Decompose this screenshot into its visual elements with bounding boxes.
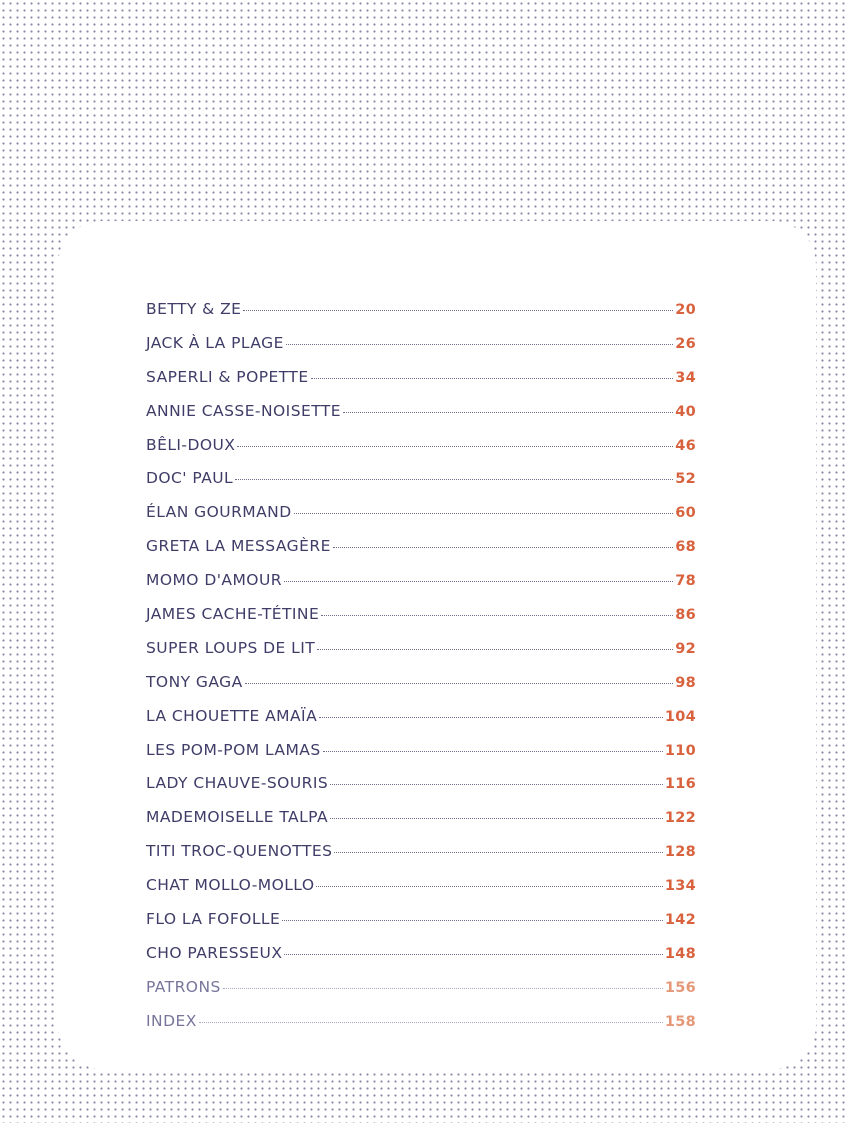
dot-leader [330, 784, 663, 785]
toc-entry-title: GRETA LA MESSAGÈRE [146, 537, 331, 556]
toc-entry-title: INDEX [146, 1011, 197, 1030]
toc-entry[interactable] [146, 293, 696, 327]
toc-entry-page-number: 128 [664, 844, 696, 861]
toc-entry-title: MADEMOISELLE TALPA [146, 808, 329, 827]
toc-entry-title: ÉLAN GOURMAND [146, 503, 292, 522]
toc-entry-page-number: 110 [664, 742, 696, 759]
toc-entry-page-number: 104 [664, 708, 696, 725]
toc-entry-page-number: 68 [675, 539, 696, 556]
toc-entry-page-number: 52 [675, 471, 696, 488]
toc-entry-page-number: 86 [675, 607, 696, 624]
toc-entry-page-number: 78 [675, 573, 696, 590]
toc-entry[interactable] [146, 734, 696, 768]
dot-leader [321, 615, 673, 616]
toc-entry[interactable] [146, 971, 696, 1005]
toc-entry[interactable] [146, 666, 696, 700]
dot-leader [284, 954, 662, 955]
toc-entry[interactable] [146, 564, 696, 598]
toc-entry-page-number: 60 [675, 505, 696, 522]
dot-leader [199, 1022, 663, 1023]
toc-entry-title: ANNIE CASSE-NOISETTE [146, 401, 342, 420]
toc-entry-page-number: 142 [664, 912, 696, 929]
toc-entry[interactable] [146, 869, 696, 903]
dot-leader [316, 886, 662, 887]
toc-entry[interactable] [146, 1005, 696, 1039]
toc-entry[interactable] [146, 801, 696, 835]
toc-entry-title: FLO LA FOFOLLE [146, 910, 281, 929]
dot-leader [319, 717, 663, 718]
dot-leader [284, 581, 673, 582]
toc-entry-title: LADY CHAUVE-SOURIS [146, 774, 329, 793]
toc-entry-title: CHAT MOLLO-MOLLO [146, 876, 315, 895]
dot-leader [223, 988, 663, 989]
toc-entry[interactable] [146, 835, 696, 869]
toc-entry-title: LES POM-POM LAMAS [146, 740, 321, 759]
dot-leader [330, 818, 663, 819]
toc-entry-title: MOMO D'AMOUR [146, 571, 282, 590]
toc-entry-title: BÊLI-DOUX [146, 435, 236, 454]
toc-entry[interactable] [146, 937, 696, 971]
toc-entry-title: JACK À LA PLAGE [146, 333, 284, 352]
toc-entry-page-number: 34 [675, 369, 696, 386]
toc-entry-title: DOC' PAUL [146, 469, 234, 488]
toc-entry-page-number: 134 [664, 878, 696, 895]
toc-entry-title: JAMES CACHE-TÉTINE [146, 605, 320, 624]
toc-entry[interactable] [146, 632, 696, 666]
toc-entry-title: CHO PARESSEUX [146, 943, 283, 962]
toc-entry[interactable] [146, 361, 696, 395]
toc-entry[interactable] [146, 598, 696, 632]
toc-entry[interactable] [146, 700, 696, 734]
toc-entry-page-number: 46 [675, 437, 696, 454]
toc-entry-title: SAPERLI & POPETTE [146, 367, 309, 386]
dot-leader [286, 344, 673, 345]
toc-entry[interactable] [146, 429, 696, 463]
dot-leader [323, 751, 663, 752]
toc-entry[interactable] [146, 530, 696, 564]
toc-entry[interactable] [146, 327, 696, 361]
dot-leader [333, 547, 673, 548]
dot-leader [311, 378, 674, 379]
toc-entry[interactable] [146, 395, 696, 429]
toc-entry-page-number: 26 [675, 335, 696, 352]
toc-entry-page-number: 158 [664, 1013, 696, 1030]
toc-entry-title: TONY GAGA [146, 672, 243, 691]
toc-entry-page-number: 116 [664, 776, 696, 793]
dot-leader [282, 920, 663, 921]
toc-entry[interactable] [146, 767, 696, 801]
dot-leader [237, 446, 673, 447]
toc-entry[interactable] [146, 462, 696, 496]
dot-leader [343, 412, 673, 413]
contents-card [58, 221, 816, 1069]
toc-entry-page-number: 156 [664, 979, 696, 996]
toc-entry-page-number: 148 [664, 945, 696, 962]
table-of-contents [146, 293, 696, 1039]
toc-entry-title: BETTY & ZE [146, 300, 242, 318]
dot-leader [245, 683, 674, 684]
toc-entry-page-number: 40 [675, 403, 696, 420]
dot-leader [294, 513, 674, 514]
toc-entry-page-number: 20 [675, 302, 696, 318]
toc-entry[interactable] [146, 903, 696, 937]
toc-entry-page-number: 98 [675, 674, 696, 691]
dot-leader [235, 479, 673, 480]
toc-entry-title: TITI TROC-QUENOTTES [146, 842, 333, 861]
dot-leader [317, 649, 673, 650]
toc-entry-title: LA CHOUETTE AMAÏA [146, 706, 318, 725]
toc-entry-page-number: 92 [675, 640, 696, 657]
toc-entry-title: PATRONS [146, 977, 221, 996]
dot-leader [243, 310, 673, 311]
toc-entry[interactable] [146, 496, 696, 530]
toc-entry-page-number: 122 [664, 810, 696, 827]
toc-entry-title: SUPER LOUPS DE LIT [146, 638, 316, 657]
dot-leader [334, 852, 662, 853]
